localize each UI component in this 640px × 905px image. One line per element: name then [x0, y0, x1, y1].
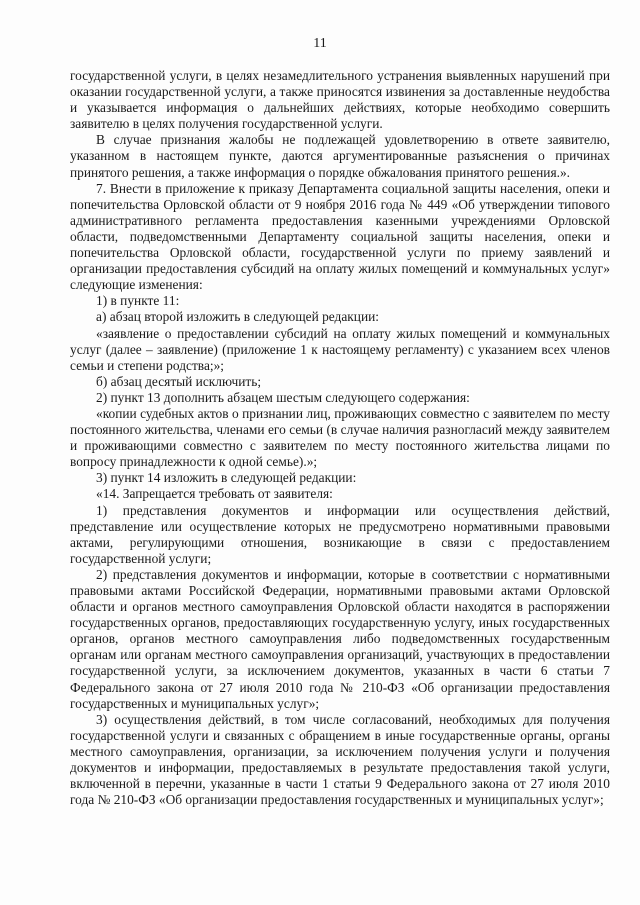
paragraph-12: 1) представления документов и информации или осуществления действий, представление или осуществление которых не предусмотрено нормативными правовыми актами, регулирующими отношения, возникающие в связи с предоставлением государственной услуги;: [70, 502, 610, 566]
paragraph-2: В случае признания жалобы не подлежащей удовлетворению в ответе заявителю, указанном в настоящем пункте, даются аргументированные разъяснения о причинах принятого решения, а также информация о порядке обжалования принятого решения.».: [70, 132, 610, 180]
page-number: 11: [313, 36, 327, 51]
paragraph-5: а) абзац второй изложить в следующей редакции:: [96, 309, 380, 325]
paragraph-6: «заявление о предоставлении субсидий на оплату жилых помещений и коммунальных услуг (далее – заявление) (приложение 1 к настоящему регламенту) с указанием всех членов семьи и степени родства;»;: [70, 325, 610, 373]
paragraph-8: 2) пункт 13 дополнить абзацем шестым следующего содержания:: [96, 389, 470, 405]
paragraph-1: государственной услуги, в целях незамедлительного устранения выявленных нарушений при оказании государственной услуги, а также приносятся извинения за доставленные неудобства и указывается информация о дальнейших действиях, которые необходимо совершить заявителю в целях получения государственной услуги.: [70, 68, 610, 132]
paragraph-9: «копии судебных актов о признании лиц, проживающих совместно с заявителем по месту постоянного жительства, членами его семьи (в случае наличия разногласий между заявителем и проживающими совместно с заявителем по месту постоянного жительства лицами по вопросу принадлежности к одной семье).»;: [70, 405, 610, 470]
paragraph-4: 1) в пункте 11:: [96, 293, 180, 309]
paragraph-7: б) абзац десятый исключить;: [96, 373, 262, 389]
paragraph-14: 3) осуществления действий, в том числе согласований, необходимых для получения государственной услуги и связанных с обращением в иные государственные органы, органы местного самоуправления, организации, за исключением получения услуги и получения документов и информации, предоставляемых в результате предоставления такой услуги, включенной в перечни, указанные в части 1 статьи 9 Федерального закона от 27 июля 2010 года № 210-ФЗ «Об организации предоставления государственных и муниципальных услуг»;: [70, 711, 610, 808]
paragraph-13: 2) представления документов и информации, которые в соответствии с нормативными правовыми актами Российской Федерации, нормативными правовыми актами Орловской области и органов местного самоуправления Орловской области находятся в распоряжении государственных органов, предоставляющих государственную услугу, иных государственных органов, органов местного самоуправления либо подведомственных государственным органам или органам местного самоуправления организаций, участвующих в предоставлении государственной услуги, за исключением документов, указанных в части 6 статьи 7 Федерального закона от 27 июля 2010 года № 210-ФЗ «Об организации предоставления государственных и муниципальных услуг»;: [70, 566, 610, 711]
paragraph-11: «14. Запрещается требовать от заявителя:: [96, 486, 333, 502]
paragraph-10: 3) пункт 14 изложить в следующей редакции:: [96, 470, 357, 486]
document-body: [70, 68, 610, 808]
paragraph-3: 7. Внести в приложение к приказу Департамента социальной защиты населения, опеки и попечительства Орловской области от 9 ноября 2016 года № 449 «Об утверждении типового административного регламента предоставления казенными учреждениями Орловской области, подведомственными Департаменту социальной защиты населения, опеки и попечительства Орловской области, государственной услуги по приему заявлений и организации предоставления субсидий на оплату жилых помещений и коммунальных услуг» следующие изменения:: [70, 180, 610, 293]
